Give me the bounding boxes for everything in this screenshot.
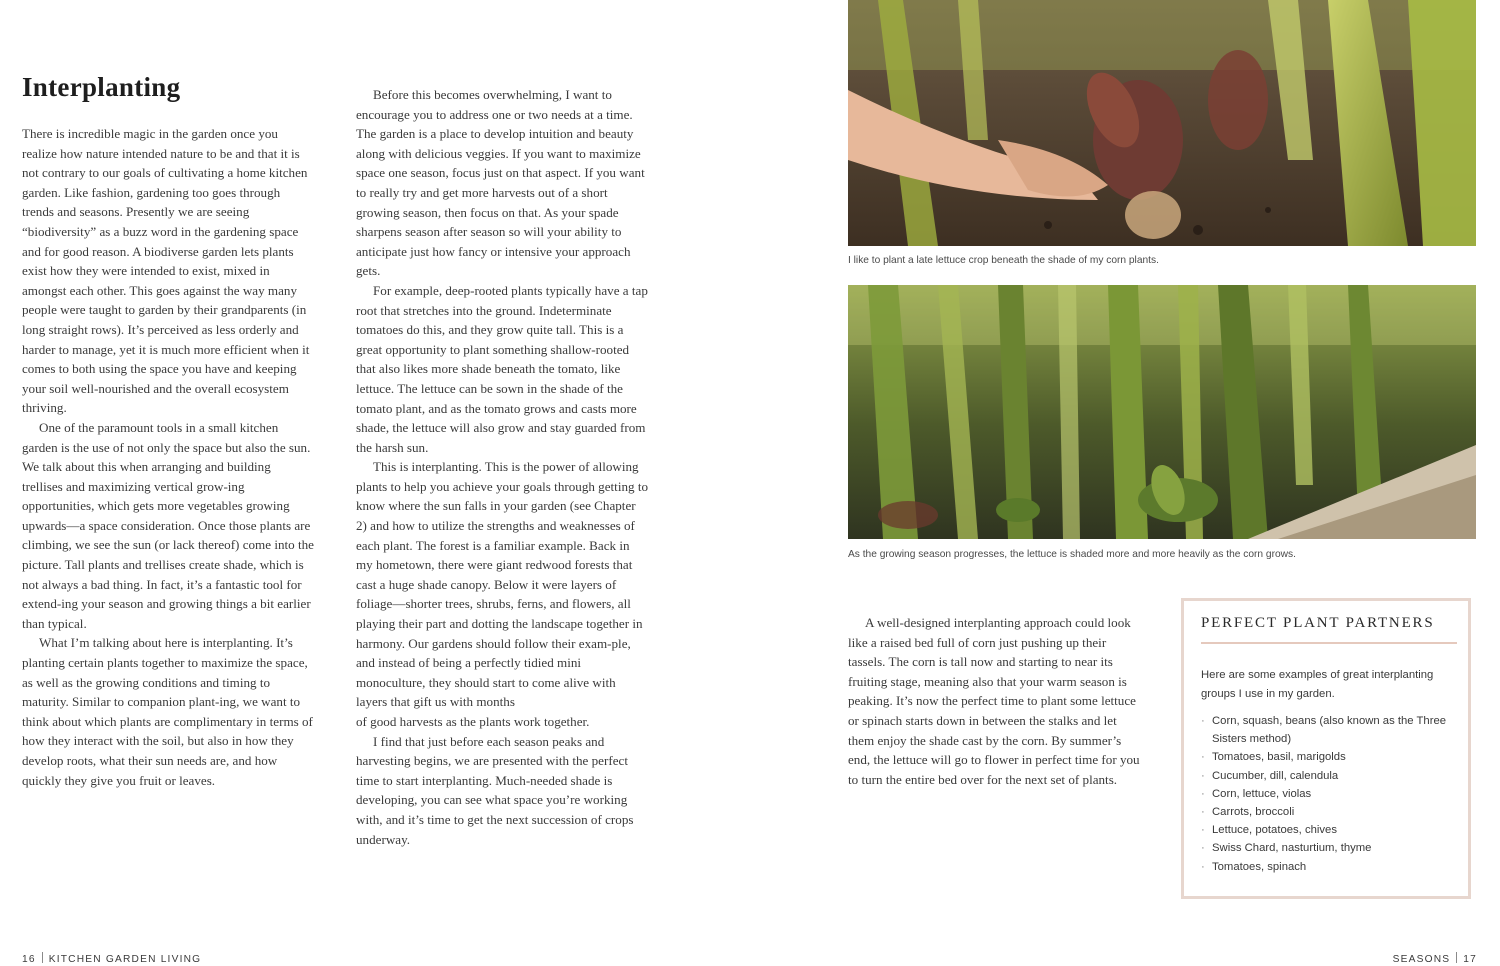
photo-hands-planting-lettuce-image: [848, 0, 1476, 246]
paragraph: A well-designed interplanting approach could look like a raised bed full of corn just pushing up their tassels. The corn is tall now and starting to near its fruiting stage, meaning also that your warm season is peaking. It’s now the perfect time to plant some lettuce or spinach starts down in between the stalks and let them enjoy the shade cast by the corn. By summer’s end, the lettuce will go to flower in perfect time for you to turn the entire bed over for the next set of plants.: [848, 615, 1140, 787]
paragraph: I find that just before each season peaks and harvesting begins, we are presented with the perfect time to start interplanting. Much-needed shade is developing, you can see what space you’re working with, and it’s time to get the next succession of crops underway.: [356, 733, 634, 847]
list-item: · Carrots, broccoli: [1201, 803, 1461, 821]
page-number-right: 17: [1463, 954, 1477, 965]
text-column-left: [22, 124, 314, 790]
photo-caption: I like to plant a late lettuce crop beneath the shade of my corn plants.: [848, 255, 1159, 266]
page-number-left: 16: [22, 954, 36, 965]
photo-corn-stalks-shading-lettuce: [848, 285, 1476, 539]
folio-right: [1393, 952, 1477, 965]
sidebar-plant-partners: [1181, 598, 1471, 899]
sidebar-divider: [1201, 642, 1457, 644]
book-title: KITCHEN GARDEN LIVING: [48, 954, 202, 965]
folio-left: [22, 952, 201, 965]
page-heading: Interplanting: [22, 72, 181, 102]
photo-hands-planting-lettuce: [848, 0, 1476, 246]
folio-divider: [42, 952, 43, 963]
photo-caption: As the growing season progresses, the lettuce is shaded more and more heavily as the corn grows.: [848, 549, 1296, 560]
list-item: · Corn, squash, beans (also known as the Three Sisters method): [1201, 712, 1461, 748]
list-item: · Lettuce, potatoes, chives: [1201, 821, 1461, 839]
plant-partner-list: [1201, 712, 1461, 876]
list-item: · Tomatoes, spinach: [1201, 858, 1461, 876]
paragraph: There is incredible magic in the garden once you realize how nature intended nature to be and that it is not contrary to our goals of cultivating a home kitchen garden. Like fashion, gardening too goes through trends and seasons. Presently we are seeing “biodiversity” as a buzz word in the gardening space and for good reason. A biodiverse garden lets plants exist how they were intended to exist, mixed in amongst each other. This goes against the way many people were taught to garden by their grandparents (in long straight rows). It’s perceived as less orderly and harder to manage, yet it is much more efficient when it comes to both using the space you have and keeping your soil well-nourished and the overall ecosystem thriving.: [22, 126, 310, 416]
list-item: · Cucumber, dill, calendula: [1201, 767, 1461, 785]
list-item: · Swiss Chard, nasturtium, thyme: [1201, 839, 1461, 857]
photo-corn-stalks-shading-lettuce-image: [848, 285, 1476, 539]
paragraph: For example, deep-rooted plants typically have a tap root that stretches into the ground. Indeterminate tomatoes do this, and they grow quite tall. This is a great opportunity to plant something shallow-rooted that also likes more shade beneath the tomato, like lettuce. The lettuce can be sown in the shade of the tomato plant, and as the tomato grows and casts more shade, the lettuce will also grow and stay guarded from the harsh sun.: [356, 282, 648, 455]
text-column-right: [848, 613, 1142, 789]
paragraph: What I’m talking about here is interplanting. It’s planting certain plants together to maximize the space, as well as the growing conditions and timing to maturity. Similar to companion plant-ing, we want to think about which plants are complimentary in terms of how they interact with the soil, but also in how they develop roots, what their sun needs are, and how quickly they give you fruit or leaves.: [22, 635, 313, 788]
paragraph: One of the paramount tools in a small kitchen garden is the use of not only the space but also the sun. We talk about this when arranging and building trellises and maximizing vertical grow-ing opportunities, which gets more vegetables growing upwards—a space consideration. Once those plants are climbing, we see the sun (or lack thereof) come into the picture. Tall plants and trellises create shade, which is not always a bad thing. In fact, it’s a fantastic tool for extend-ing your season and growing things a bit earlier than typical.: [22, 419, 314, 631]
list-item: · Tomatoes, basil, marigolds: [1201, 748, 1461, 766]
paragraph: Before this becomes overwhelming, I want to encourage you to address one or two needs at a time. The garden is a place to develop intuition and beauty along with delicious veggies. If you want to maximize space one season, focus just on that aspect. If you want to really try and get more harvests out of a short growing season, then focus on that. As your spade sharpens season after season so will your ability to anticipate just how fancy or intensive your approach gets.: [356, 87, 645, 279]
folio-divider: [1456, 952, 1457, 963]
paragraph: This is interplanting. This is the power of allowing plants to help you achieve your goals through getting to know where the sun falls in your garden (see Chapter 2) and how to utilize the strengths and weaknesses of each plant. The forest is a familiar example. Back in my hometown, there were giant redwood forests that cast a huge shade canopy. Below it were layers of foliage—shorter trees, shrubs, ferns, and flowers, all playing their part and dotting the landscape together in harmony. Our gardens should follow their exam-ple, and instead of being a perfectly tidied mini monoculture, they should start to come alive with layers that gift us with months: [356, 459, 649, 710]
sidebar-intro: Here are some examples of great interplanting groups I use in my garden.: [1201, 669, 1434, 700]
list-item: · Corn, lettuce, violas: [1201, 785, 1461, 803]
chapter-title: SEASONS: [1392, 954, 1451, 965]
text-column-middle: [356, 85, 648, 849]
sidebar-title: PERFECT PLANT PARTNERS: [1201, 615, 1435, 631]
paragraph: of good harvests as the plants work together.: [356, 714, 590, 729]
